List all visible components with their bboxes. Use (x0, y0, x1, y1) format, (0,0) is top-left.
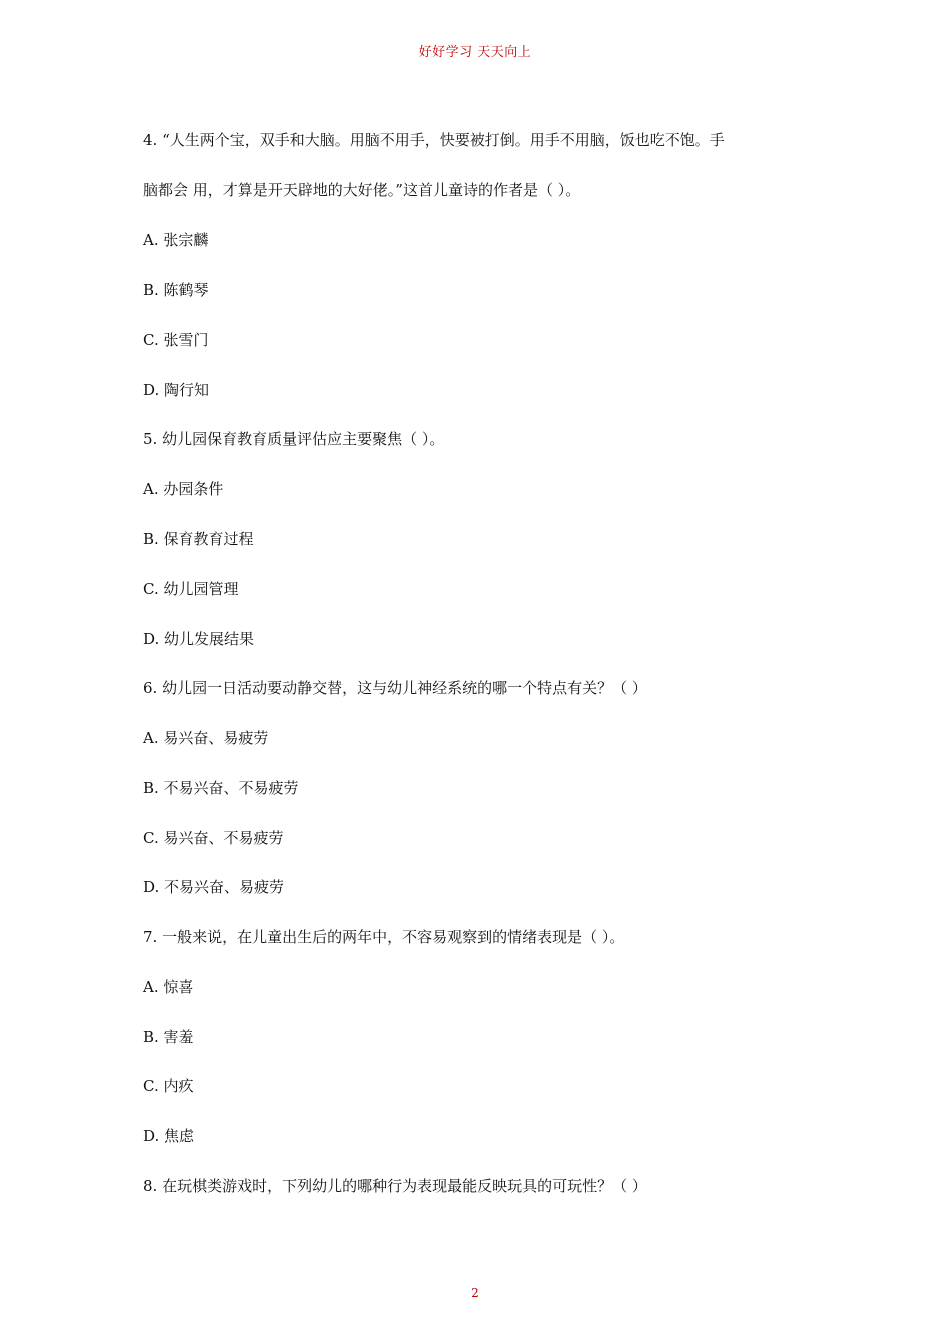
page-header: 好好学习 天天向上 (418, 45, 532, 60)
question-6-option-d: D. 不易兴奋、易疲劳 (143, 878, 285, 896)
question-5-option-a: A. 办园条件 (143, 480, 224, 498)
question-4-option-c: C. 张雪门 (143, 331, 209, 349)
question-4-stem-line-2: 脑都会 用，才算是开天辟地的大好佬。”这首儿童诗的作者是（ ）。 (143, 181, 581, 199)
question-6-option-b: B. 不易兴奋、不易疲劳 (143, 779, 299, 797)
question-6-option-c: C. 易兴奋、不易疲劳 (143, 829, 284, 847)
question-4-stem-line-1: 4. “人生两个宝，双手和大脑。用脑不用手，快要被打倒。用手不用脑，饭也吃不饱。手 (143, 131, 725, 149)
question-7-option-d: D. 焦虑 (143, 1127, 195, 1145)
question-6-option-a: A. 易兴奋、易疲劳 (143, 729, 269, 747)
question-7-option-a: A. 惊喜 (143, 978, 194, 996)
question-7-stem: 7. 一般来说，在儿童出生后的两年中，不容易观察到的情绪表现是（ ）。 (143, 928, 625, 946)
question-7-option-b: B. 害羞 (143, 1028, 194, 1046)
page-number: 2 (471, 1286, 479, 1300)
question-4-option-d: D. 陶行知 (143, 381, 210, 399)
question-4-option-b: B. 陈鹤琴 (143, 281, 209, 299)
question-6-stem: 6. 幼儿园一日活动要动静交替，这与幼儿神经系统的哪一个特点有关？（ ） (143, 679, 647, 697)
question-5-option-d: D. 幼儿发展结果 (143, 630, 255, 648)
question-8-stem: 8. 在玩棋类游戏时，下列幼儿的哪种行为表现最能反映玩具的可玩性？（ ） (143, 1177, 647, 1195)
question-5-stem: 5. 幼儿园保育教育质量评估应主要聚焦（ ）。 (143, 430, 445, 448)
question-5-option-c: C. 幼儿园管理 (143, 580, 239, 598)
question-5-option-b: B. 保育教育过程 (143, 530, 254, 548)
question-7-option-c: C. 内疚 (143, 1077, 194, 1095)
question-4-option-a: A. 张宗麟 (143, 231, 209, 249)
